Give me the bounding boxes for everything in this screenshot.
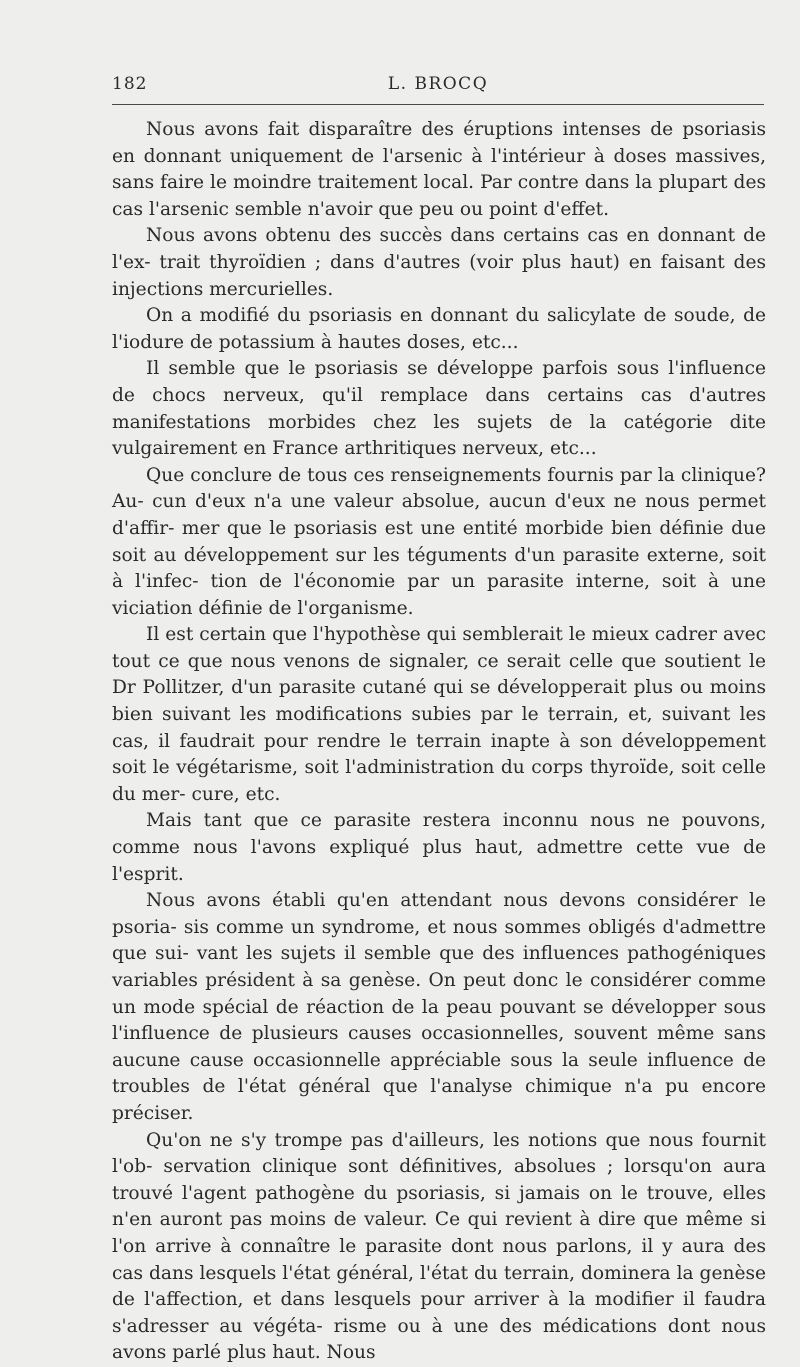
paragraph: Qu'on ne s'y trompe pas d'ailleurs, les notions que nous fournit l'ob- servation clinique sont définitives, absolues ; lorsqu'on aura trouvé l'agent pathogène du psoriasis, si jamais on le trouve, elles n'en auront pas moins de valeur. Ce qui revient à dire que même si l'on arrive à connaître le parasite dont nous parlons, il y aura des cas dans lesquels l'état général, l'état du terrain, dominera la genèse de l'affection, et dans lesquels pour arriver à la modifier il faudra s'adresser au végéta- risme ou à une des médications dont nous avons parlé plus haut. Nous (112, 1129, 766, 1364)
paragraph: On a modifié du psoriasis en donnant du salicylate de soude, de l'iodure de potassium à hautes doses, etc... (112, 305, 766, 353)
paragraph: Mais tant que ce parasite restera inconnu nous ne pouvons, comme nous l'avons expliqué plus haut, admettre cette vue de l'esprit. (112, 810, 766, 885)
running-title: L. BROCQ (387, 74, 489, 94)
page-header (112, 74, 764, 100)
paragraph: Il semble que le psoriasis se développe parfois sous l'influence de chocs nerveux, qu'il remplace dans certains cas d'autres manifestations morbides chez les sujets de la catégorie dite vulgairement en France arthritiques nerveux, etc... (112, 358, 766, 460)
paragraph: Nous avons établi qu'en attendant nous devons considérer le psoria- sis comme un syndrome, et nous sommes obligés d'admettre que sui- vant les sujets il semble que des influences pathogéniques variables président à sa genèse. On peut donc le considérer comme un mode spécial de réaction de la peau pouvant se développer sous l'influence de plusieurs causes occasionnelles, souvent même sans aucune cause occasionnelle appréciable sous la seule influence de troubles de l'état général que l'analyse chimique n'a pu encore préciser. (112, 890, 766, 1124)
paragraph: Il est certain que l'hypothèse qui semblerait le mieux cadrer avec tout ce que nous venons de signaler, ce serait celle que soutient le Dr Pollitzer, d'un parasite cutané qui se développerait plus ou moins bien suivant les modifications subies par le terrain, et, suivant les cas, il faudrait pour rendre le terrain inapte à son développement soit le végétarisme, soit l'administration du corps thyroïde, soit celle du mer- cure, etc. (112, 624, 766, 805)
header-rule (112, 104, 764, 105)
paragraph: Nous avons fait disparaître des éruptions intenses de psoriasis en donnant uniquement de l'arsenic à l'intérieur à doses massives, sans faire le moindre traitement local. Par contre dans la plupart des cas l'arsenic semble n'avoir que peu ou point d'effet. (112, 119, 766, 220)
paragraph: Que conclure de tous ces renseignements fournis par la clinique? Au- cun d'eux n'a une valeur absolue, aucun d'eux ne nous permet d'affir- mer que le psoriasis est une entité morbide bien définie due soit au développement sur les téguments d'un parasite externe, soit à l'infec- tion de l'économie par un parasite interne, soit à une viciation définie de l'organisme. (112, 464, 766, 619)
body-text (112, 117, 766, 1367)
paragraph: Nous avons obtenu des succès dans certains cas en donnant de l'ex- trait thyroïdien ; dans d'autres (voir plus haut) en faisant des injections mercurielles. (112, 225, 766, 300)
page-number: 182 (112, 74, 148, 94)
